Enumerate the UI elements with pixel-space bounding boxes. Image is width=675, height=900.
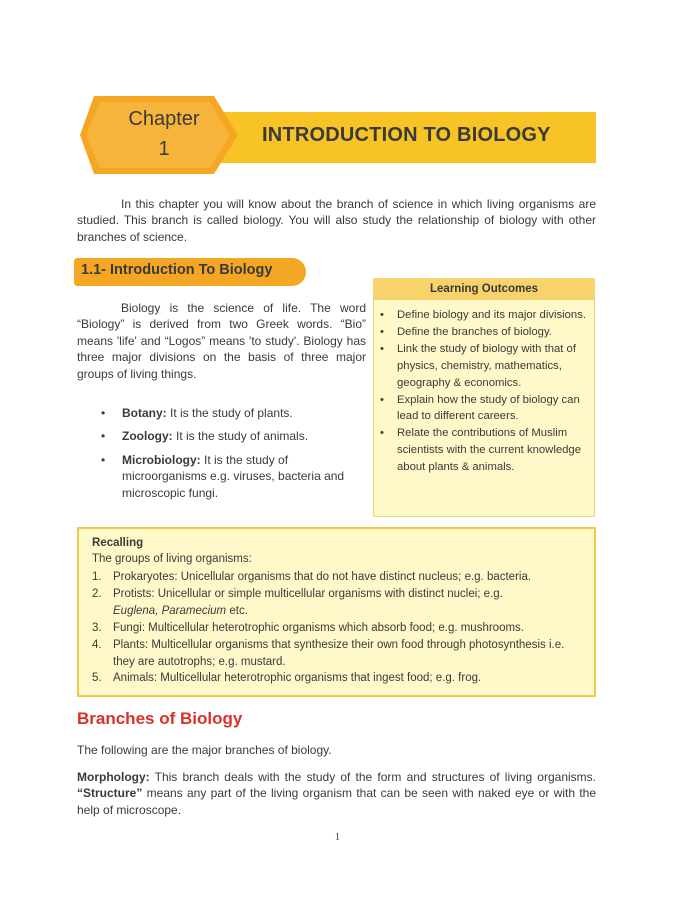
item-number: 5.: [92, 672, 102, 685]
item-italic-text: Euglena, Paramecium: [113, 604, 227, 617]
branches-intro: The following are the major branches of biology.: [77, 743, 332, 757]
item-number: 4.: [92, 638, 102, 651]
intro-paragraph: In this chapter you will know about the branch of science in which living organisms are studied. This branch is called biology. You will also study the relationship of biology with other branches of science.: [77, 197, 596, 244]
item-text: Fungi: Multicellular heterotrophic organisms which absorb food; e.g. mushrooms.: [113, 621, 524, 634]
biology-definition-paragraph: Biology is the science of life. The word “Biology” is derived from two Greek words. “Bio” means 'life' and “Logos” means 'to study'. Biology has three major divisions on the basis of three major groups of living things.: [77, 301, 366, 381]
division-text: It is the study of plants.: [166, 406, 293, 420]
branches-heading: Branches of Biology: [77, 709, 243, 728]
structure-term: “Structure”: [77, 786, 143, 801]
division-term: Zoology:: [122, 429, 173, 444]
bullet-icon: •: [380, 427, 384, 440]
list-item: [92, 569, 588, 586]
outcome-text: Relate the contributions of Muslim scientists with the current knowledge about plants & animals.: [397, 427, 581, 474]
bullet-icon: •: [380, 393, 384, 406]
item-text: Plants: Multicellular organisms that synthesize their own food through photosynthesis i.e. they are autotrophs; e.g. mustard.: [113, 638, 565, 668]
outcome-text: Explain how the study of biology can lead to different careers.: [397, 393, 580, 423]
recalling-list: [92, 569, 588, 687]
item-text: Prokaryotes: Unicellular organisms that do not have distinct nucleus; e.g. bacteria.: [113, 571, 532, 583]
morphology-text: This branch deals with the study of the form and structures of living organisms.: [149, 770, 596, 784]
item-text-after: etc.: [226, 604, 248, 617]
recalling-intro: The groups of living organisms:: [92, 553, 252, 565]
bullet-icon: •: [101, 406, 106, 420]
page-number: 1: [335, 832, 340, 843]
morphology-text-continued: means any part of the living organism that can be seen with naked eye or with the help of microscope.: [77, 786, 596, 817]
list-item: [92, 586, 588, 620]
list-item: [92, 620, 588, 637]
list-item: [98, 452, 358, 501]
item-number: 2.: [92, 587, 102, 600]
list-item: [92, 637, 588, 671]
division-term: Microbiology:: [122, 452, 201, 467]
learning-outcomes-list: [378, 307, 592, 476]
list-item: [98, 405, 358, 421]
divisions-list: [98, 405, 358, 508]
chapter-title: INTRODUCTION TO BIOLOGY: [262, 124, 551, 146]
item-number: 1.: [92, 571, 102, 583]
list-item: [378, 425, 592, 476]
learning-outcomes-title: Learning Outcomes: [374, 279, 594, 300]
outcome-text: Link the study of biology with that of physics, chemistry, mathematics, geography & economics.: [397, 342, 576, 389]
chapter-number: 1: [158, 138, 170, 160]
division-text: It is the study of animals.: [172, 429, 309, 444]
chapter-word: Chapter: [128, 108, 200, 130]
item-number: 3.: [92, 621, 102, 634]
bullet-icon: •: [380, 325, 384, 338]
morphology-paragraph: [77, 769, 596, 818]
outcome-text: Define the branches of biology.: [397, 325, 552, 338]
list-item: [98, 428, 358, 444]
list-item: [378, 341, 592, 392]
section-heading: 1.1- Introduction To Biology: [81, 262, 273, 278]
list-item: [378, 324, 592, 341]
chapter-label: [80, 104, 248, 164]
division-text: It is the study of microorganisms e.g. viruses, bacteria and microscopic fungi.: [122, 452, 345, 500]
list-item: [92, 670, 588, 687]
bullet-icon: •: [380, 309, 384, 321]
bullet-icon: •: [101, 452, 106, 467]
bullet-icon: •: [101, 429, 106, 444]
item-text: Protists: Unicellular or simple multicellular organisms with distinct nuclei; e.g.: [113, 587, 503, 600]
outcome-text: Define biology and its major divisions.: [397, 309, 587, 321]
list-item: [378, 307, 592, 324]
bullet-icon: •: [380, 342, 384, 355]
list-item: [378, 392, 592, 426]
morphology-term: Morphology:: [77, 770, 150, 784]
division-term: Botany:: [122, 406, 167, 420]
item-text: Animals: Multicellular heterotrophic organisms that ingest food; e.g. frog.: [113, 672, 482, 685]
recalling-title: Recalling: [92, 537, 144, 549]
